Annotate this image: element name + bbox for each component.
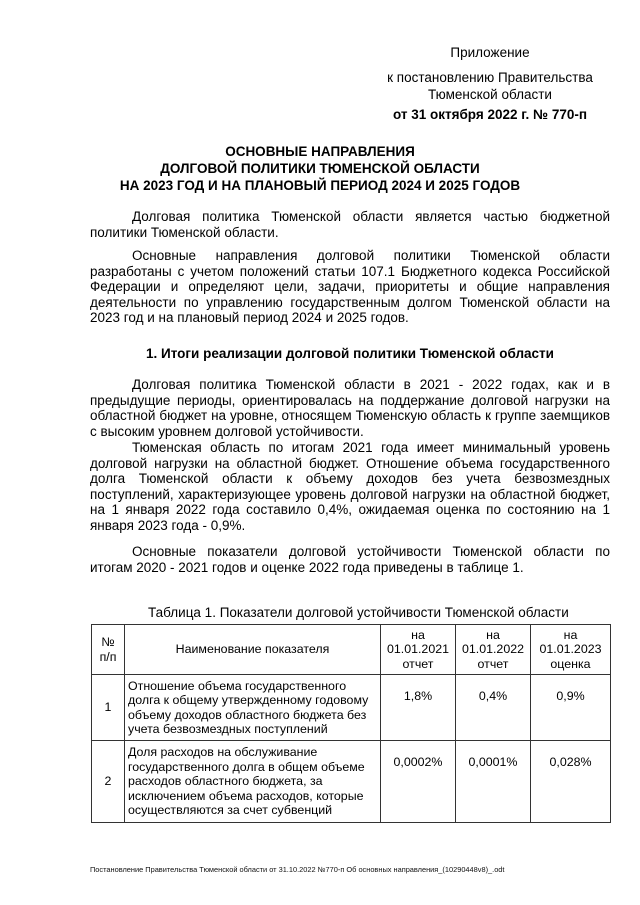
- debt-indicators-table: [91, 624, 611, 823]
- document-title: [80, 143, 560, 194]
- section-heading: 1. Итоги реализации долговой политики Тюменской области: [146, 346, 554, 361]
- table-caption: Таблица 1. Показатели долговой устойчивости Тюменской области: [148, 605, 569, 620]
- row-num: 1: [92, 675, 125, 741]
- appendix-decree-line: к постановлению Правительства: [387, 70, 593, 85]
- row-indicator-name: Доля расходов на обслуживание государственного долга в общем объеме расходов областного бюджета, за исключением объема расходов, которые осуществляются за счет субвенций: [125, 741, 381, 823]
- table-row: [92, 675, 611, 741]
- title-line-2: ДОЛГОВОЙ ПОЛИТИКИ ТЮМЕНСКОЙ ОБЛАСТИ: [160, 161, 480, 176]
- row-value-2021: 0,0002%: [381, 741, 456, 823]
- paragraph-results: Долговая политика Тюменской области в 2021 - 2022 годах, как и в предыдущие периоды, ориентировалась на поддержание долговой нагрузки на областной бюджет на уровне, относящем Тюменскую область к группе заемщиков с высоким уровнем долговой устойчивости.: [90, 377, 610, 439]
- row-num: 2: [92, 741, 125, 823]
- appendix-label: Приложение: [450, 45, 530, 60]
- header-2023: на 01.01.2023 оценка: [531, 625, 611, 675]
- title-line-1: ОСНОВНЫЕ НАПРАВЛЕНИЯ: [225, 144, 415, 159]
- paragraph-legal-basis: Основные направления долговой политики Тюменской области разработаны с учетом положений статьи 107.1 Бюджетного кодекса Российской Федерации и определяют цели, задачи, приоритеты и общие направления деятельности по управлению государственным долгом Тюменской области на 2023 год и на плановый период 2024 и 2025 годов.: [90, 248, 610, 326]
- document-footer: Постановление Правительства Тюменской области от 31.10.2022 №770-п Об основных направления_(10290448v8)_.odt: [90, 865, 505, 874]
- header-num: № п/п: [92, 625, 125, 675]
- row-value-2023: 0,9%: [531, 675, 611, 741]
- appendix-region-line: Тюменской области: [428, 87, 552, 102]
- row-value-2022: 0,4%: [456, 675, 531, 741]
- paragraph-table-ref: Основные показатели долговой устойчивости Тюменской области по итогам 2020 - 2021 годов и оценке 2022 года приведены в таблице 1.: [90, 544, 610, 575]
- table-header-row: [92, 625, 611, 675]
- header-name: Наименование показателя: [125, 625, 381, 675]
- row-value-2022: 0,0001%: [456, 741, 531, 823]
- appendix-date-number: от 31 октября 2022 г. № 770-п: [392, 107, 588, 122]
- paragraph-debt-load: Тюменская область по итогам 2021 года имеет минимальный уровень долговой нагрузки на областной бюджет. Отношение объема государственного долга Тюменской области к объему доходов без учета безвозмездных поступлений, характеризующее уровень долговой нагрузки на областной бюджет, на 1 января 2022 года составило 0,4%, ожидаемая оценка по состоянию на 1 января 2023 года - 0,9%.: [90, 440, 610, 533]
- paragraph-intro: Долговая политика Тюменской области является частью бюджетной политики Тюменской области.: [90, 209, 610, 240]
- row-indicator-name: Отношение объема государственного долга к общему утвержденному годовому объему доходов областного бюджета без учета безвозмездных поступлений: [125, 675, 381, 741]
- title-line-3: НА 2023 ГОД И НА ПЛАНОВЫЙ ПЕРИОД 2024 И 2025 ГОДОВ: [119, 178, 521, 193]
- header-2022: на 01.01.2022 отчет: [456, 625, 531, 675]
- row-value-2021: 1,8%: [381, 675, 456, 741]
- table-row: [92, 741, 611, 823]
- row-value-2023: 0,028%: [531, 741, 611, 823]
- header-2021: на 01.01.2021 отчет: [381, 625, 456, 675]
